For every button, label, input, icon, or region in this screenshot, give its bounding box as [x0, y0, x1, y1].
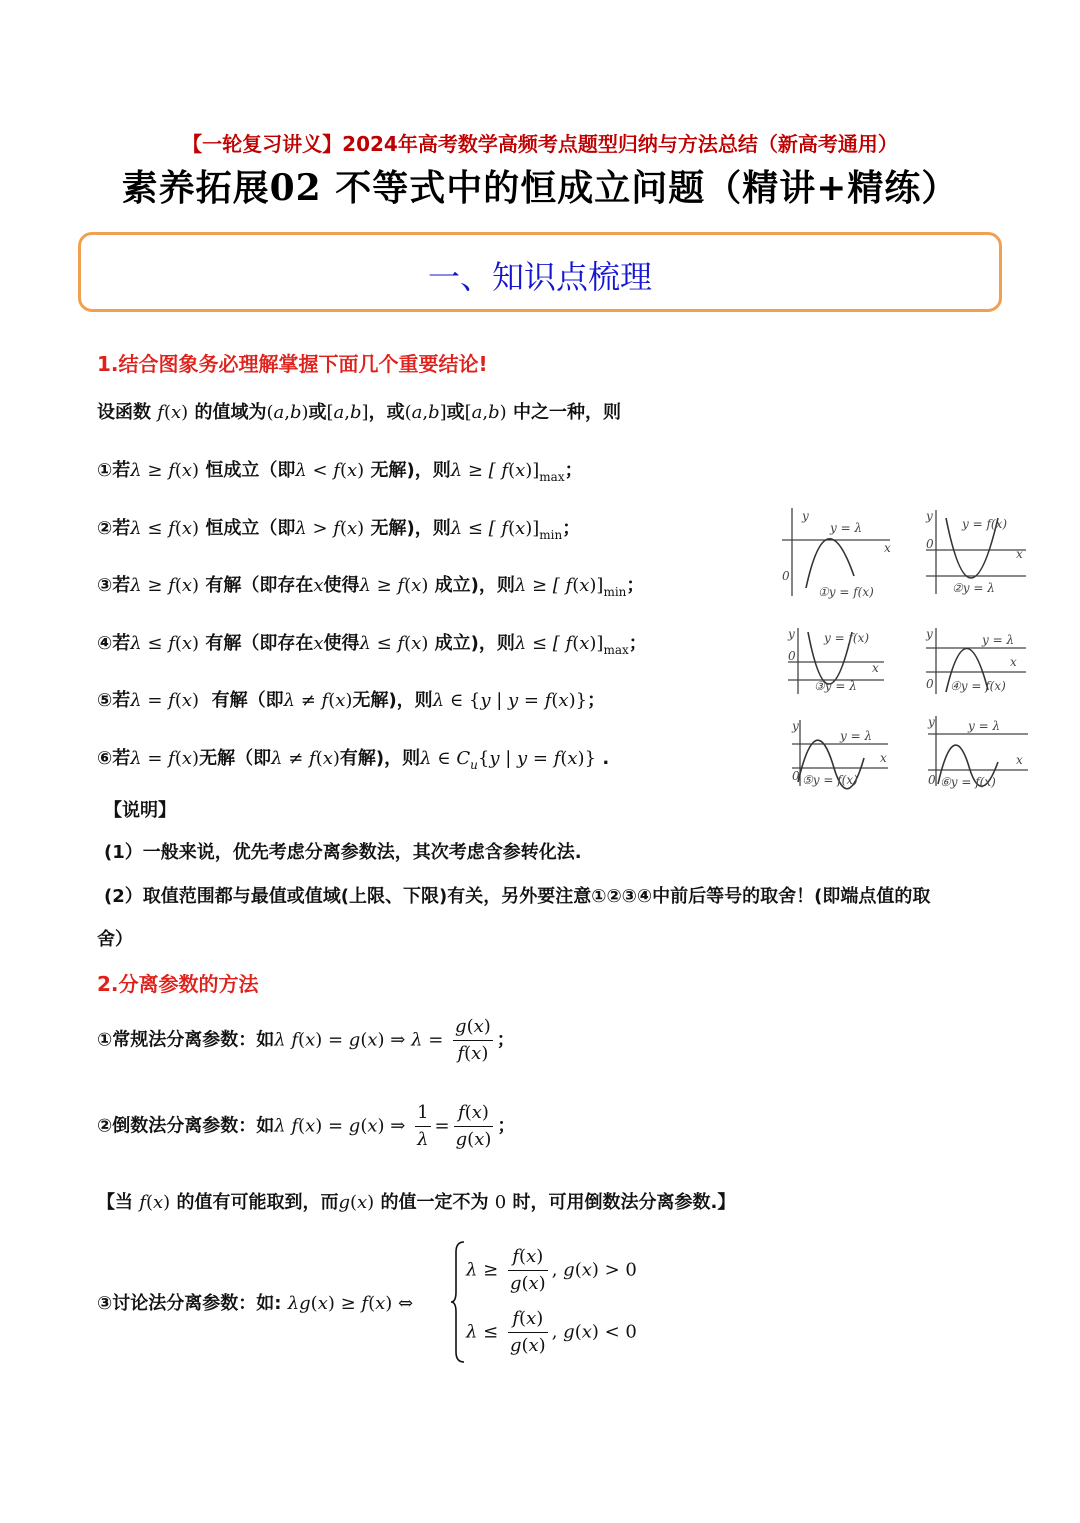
- conclusion-3: ③若λ ≥ f(x) 有解（即存在x使得λ ≥ f(x) 成立)，则λ ≥ [ $f(x)]_{min}$；: [97, 575, 645, 599]
- conclusion-5: ⑤若λ = f(x) 有解（即λ ≠ f(x)无解)，则λ ∈ {y | y = f(x)}；: [97, 690, 606, 711]
- svg-text:0: 0: [928, 773, 936, 787]
- conclusion-6: ⑥若λ = f(x)无解（即λ ≠ f(x)有解)，则λ ∈ $C_u\{y$ | y = f(x)} .: [97, 748, 610, 772]
- graph-3: [784, 626, 892, 702]
- svg-text:0: 0: [792, 769, 800, 783]
- note-2-cont: 舍）: [97, 929, 133, 950]
- svg-text:x: x: [1010, 655, 1017, 669]
- svg-text:⑥y = f(x): ⑥y = f(x): [940, 775, 996, 789]
- series-title: 【一轮复习讲义】2024年高考数学高频考点题型归纳与方法总结（新高考通用）: [182, 132, 898, 156]
- note-2: (2）取值范围都与最值或值域(上限、下限)有关，另外要注意①②③④中前后等号的取舍！(即端点值的取: [104, 886, 931, 907]
- svg-text:x: x: [1016, 547, 1023, 561]
- intro-line: 设函数 f(x) 的值域为(a,b)或[a,b]，或(a,b]或[a,b) 中之一种，则: [97, 402, 621, 423]
- conclusion-4: ④若λ ≤ f(x) 有解（即存在x使得λ ≤ f(x) 成立)，则λ ≤ [ $f(x)]_{max}$；: [97, 633, 647, 657]
- svg-text:0: 0: [926, 677, 934, 691]
- svg-text:y: y: [928, 715, 935, 729]
- svg-text:y: y: [792, 719, 799, 733]
- svg-text:①y = f(x): ①y = f(x): [818, 585, 874, 599]
- svg-text:y: y: [926, 627, 933, 641]
- page-title: 素养拓展02 不等式中的恒成立问题（精讲+精练）: [121, 167, 959, 209]
- cases-brace: [450, 1240, 466, 1368]
- graph-6: [924, 714, 1036, 794]
- note-1: (1）一般来说，优先考虑分离参数法，其次考虑含参转化法.: [104, 842, 582, 863]
- case-positive: λ ≥ $\frac{f(x)}{g(x)}$ , g(x) > 0: [466, 1246, 637, 1294]
- svg-text:y = λ: y = λ: [968, 719, 1001, 733]
- graph-4: [922, 626, 1034, 702]
- svg-text:y = f(x): y = f(x): [824, 631, 870, 645]
- svg-text:y = f(x): y = f(x): [962, 517, 1008, 531]
- note-title: 【说明】: [104, 800, 176, 821]
- method-2: ②倒数法分离参数：如λ f(x) = g(x) ⇒ $\frac{1}{\lambda}$ = $\frac{f(x)}{g(x)}$ ；: [97, 1102, 516, 1150]
- section-title: 一、知识点梳理: [427, 258, 652, 296]
- svg-text:y: y: [802, 509, 809, 523]
- conclusion-1: ①若λ ≥ f(x) 恒成立（即λ < f(x) 无解)，则λ ≥ [ $f(x)]_{max}$；: [97, 460, 583, 484]
- svg-text:y = λ: y = λ: [840, 729, 873, 743]
- svg-text:0: 0: [788, 649, 796, 663]
- graph-2: [922, 508, 1034, 602]
- graph-1: [778, 506, 898, 606]
- svg-text:⑤y = f(x): ⑤y = f(x): [802, 773, 858, 787]
- case-negative: λ ≤ $\frac{f(x)}{g(x)}$ , g(x) < 0: [466, 1308, 637, 1356]
- svg-text:x: x: [872, 661, 879, 675]
- svg-text:x: x: [884, 541, 891, 555]
- svg-text:y = λ: y = λ: [830, 521, 863, 535]
- graph-5: [788, 718, 896, 794]
- conclusion-2: ②若λ ≤ f(x) 恒成立（即λ > f(x) 无解)，则λ ≤ [ $f(x)]_{min}$；: [97, 518, 581, 542]
- method-2-tip: 【当 f(x) 的值有可能取到，而g(x) 的值一定不为 0 时，可用倒数法分离参数.】: [97, 1192, 736, 1213]
- svg-text:y = λ: y = λ: [982, 633, 1015, 647]
- svg-text:②y = λ: ②y = λ: [952, 581, 995, 595]
- svg-text:y: y: [788, 627, 795, 641]
- svg-text:④y = f(x): ④y = f(x): [950, 679, 1006, 693]
- svg-text:x: x: [1016, 753, 1023, 767]
- method-3: ③讨论法分离参数：如: λg(x) ≥ f(x) ⇔: [97, 1293, 414, 1314]
- svg-text:y: y: [926, 509, 933, 523]
- heading-methods: 2.分离参数的方法: [97, 972, 259, 996]
- svg-text:x: x: [880, 751, 887, 765]
- method-1: ①常规法分离参数：如λ f(x) = g(x) ⇒ λ = $\frac{g(x)}{f(x)}$ ；: [97, 1016, 515, 1064]
- heading-conclusions: 1.结合图象务必理解掌握下面几个重要结论!: [97, 352, 488, 376]
- svg-text:③y = λ: ③y = λ: [814, 679, 857, 693]
- svg-text:0: 0: [926, 537, 934, 551]
- svg-text:0: 0: [782, 569, 790, 583]
